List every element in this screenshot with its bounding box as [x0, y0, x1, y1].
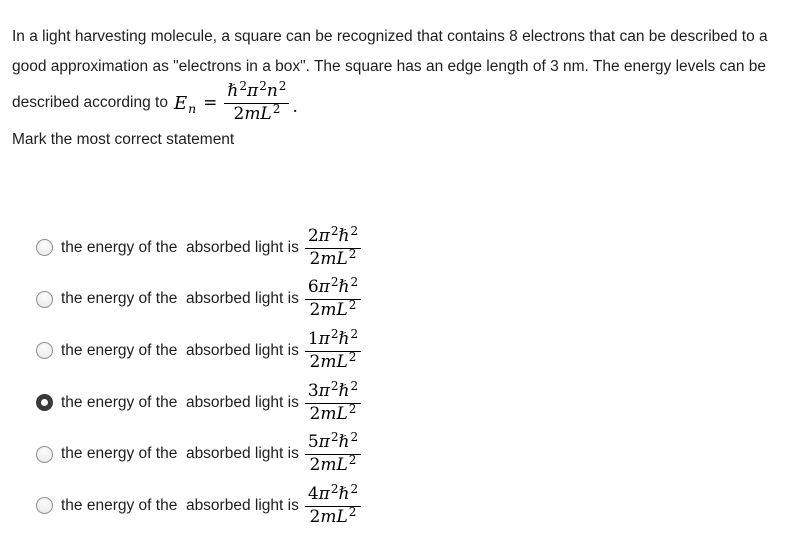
radio-button[interactable]: [36, 497, 53, 514]
pi-symbol: π: [247, 80, 259, 101]
question-text-line-2: good approximation as "electrons in a box". The square has an edge length of 3 nm. The energy levels can be: [12, 58, 767, 75]
fraction-numerator: [305, 481, 361, 507]
formula-prefix-text: described according to: [12, 94, 168, 111]
numerator-coefficient: 2: [307, 225, 319, 246]
option-fraction: [305, 223, 361, 269]
superscript: 2: [272, 102, 281, 116]
option-label[interactable]: the energy of the absorbed light is: [61, 393, 299, 411]
superscript: 2: [350, 223, 359, 238]
fraction-denominator: [309, 349, 357, 372]
question-text-line-3: [12, 74, 298, 132]
superscript: 2: [330, 223, 339, 238]
pi-symbol: π: [318, 328, 330, 349]
superscript: 2: [350, 378, 359, 393]
superscript: 2: [348, 349, 357, 364]
denominator-variables: mL: [320, 248, 348, 269]
superscript: 2: [259, 78, 267, 93]
superscript: 2: [330, 430, 339, 445]
option-label[interactable]: the energy of the absorbed light is: [61, 341, 299, 359]
option-fraction: [305, 430, 361, 476]
superscript: 2: [350, 481, 359, 496]
radio-button[interactable]: [36, 291, 53, 308]
denominator-coefficient: 2: [309, 455, 321, 476]
hbar-symbol: ℏ: [338, 380, 350, 401]
hbar-symbol: ℏ: [227, 80, 239, 101]
denominator-variables: mL: [320, 403, 348, 424]
hbar-symbol: ℏ: [338, 277, 350, 298]
fraction-denominator: [309, 504, 357, 527]
pi-symbol: π: [318, 380, 330, 401]
fraction-numerator: [305, 223, 361, 249]
pi-symbol: π: [318, 277, 330, 298]
denominator-coefficient: 2: [233, 104, 245, 124]
pi-symbol: π: [318, 483, 330, 504]
hbar-symbol: ℏ: [338, 225, 350, 246]
fraction-numerator: [224, 78, 289, 104]
numerator-coefficient: 6: [307, 277, 319, 298]
superscript: 2: [348, 453, 357, 468]
equals-sign: =: [203, 93, 218, 113]
superscript: 2: [330, 326, 339, 341]
fraction-denominator: [233, 104, 280, 124]
radio-button[interactable]: [36, 342, 53, 359]
option-fraction: [305, 326, 361, 372]
denominator-coefficient: 2: [309, 351, 321, 372]
fraction-denominator: [309, 401, 357, 424]
answer-option: [0, 428, 800, 480]
option-fraction: [305, 275, 361, 321]
fraction-denominator: [309, 246, 357, 269]
E-letter: E: [173, 92, 188, 114]
superscript: 2: [330, 481, 339, 496]
fraction-numerator: [305, 326, 361, 352]
numerator-coefficient: 5: [307, 432, 319, 453]
denominator-coefficient: 2: [309, 506, 321, 527]
denominator-coefficient: 2: [309, 300, 321, 321]
radio-button[interactable]: [36, 394, 53, 411]
answer-option: [0, 480, 800, 532]
denominator-variables: mL: [244, 104, 272, 124]
hbar-symbol: ℏ: [338, 483, 350, 504]
radio-button[interactable]: [36, 239, 53, 256]
hbar-symbol: ℏ: [338, 432, 350, 453]
fraction-numerator: [305, 378, 361, 404]
superscript: 2: [330, 275, 339, 290]
option-label[interactable]: the energy of the absorbed light is: [61, 445, 299, 463]
energy-symbol: [174, 93, 196, 114]
question-prompt: Mark the most correct statement: [12, 131, 235, 148]
option-fraction: [305, 481, 361, 527]
answer-option: [0, 377, 800, 429]
answer-option: [0, 274, 800, 326]
superscript: 2: [239, 78, 248, 93]
numerator-coefficient: 4: [307, 483, 319, 504]
pi-symbol: π: [318, 432, 330, 453]
superscript: 2: [348, 246, 357, 261]
denominator-variables: mL: [320, 300, 348, 321]
n-symbol: n: [266, 80, 278, 101]
pi-symbol: π: [318, 225, 330, 246]
denominator-variables: mL: [320, 455, 348, 476]
superscript: 2: [330, 378, 339, 393]
option-label[interactable]: the energy of the absorbed light is: [61, 238, 299, 256]
option-label[interactable]: the energy of the absorbed light is: [61, 290, 299, 308]
superscript: 2: [278, 78, 287, 93]
question-text-line-1: In a light harvesting molecule, a square can be recognized that contains 8 electrons that can be described to a: [12, 28, 768, 45]
answer-option: [0, 325, 800, 377]
superscript: 2: [348, 298, 357, 313]
answer-options: [0, 222, 800, 532]
superscript: 2: [348, 504, 357, 519]
radio-button[interactable]: [36, 446, 53, 463]
n-subscript: n: [188, 100, 197, 116]
superscript: 2: [350, 430, 359, 445]
denominator-variables: mL: [320, 351, 348, 372]
hbar-symbol: ℏ: [338, 328, 350, 349]
denominator-variables: mL: [320, 506, 348, 527]
denominator-coefficient: 2: [309, 403, 321, 424]
energy-formula-fraction: [224, 78, 289, 124]
numerator-coefficient: 3: [307, 380, 319, 401]
option-label[interactable]: the energy of the absorbed light is: [61, 496, 299, 514]
superscript: 2: [348, 401, 357, 416]
answer-option: [0, 222, 800, 274]
superscript: 2: [350, 326, 359, 341]
numerator-coefficient: 1: [307, 328, 319, 349]
option-fraction: [305, 378, 361, 424]
superscript: 2: [350, 275, 359, 290]
fraction-denominator: [310, 455, 357, 475]
period: .: [292, 97, 298, 117]
fraction-numerator: [305, 430, 361, 455]
denominator-coefficient: 2: [309, 248, 321, 269]
fraction-denominator: [310, 300, 357, 320]
